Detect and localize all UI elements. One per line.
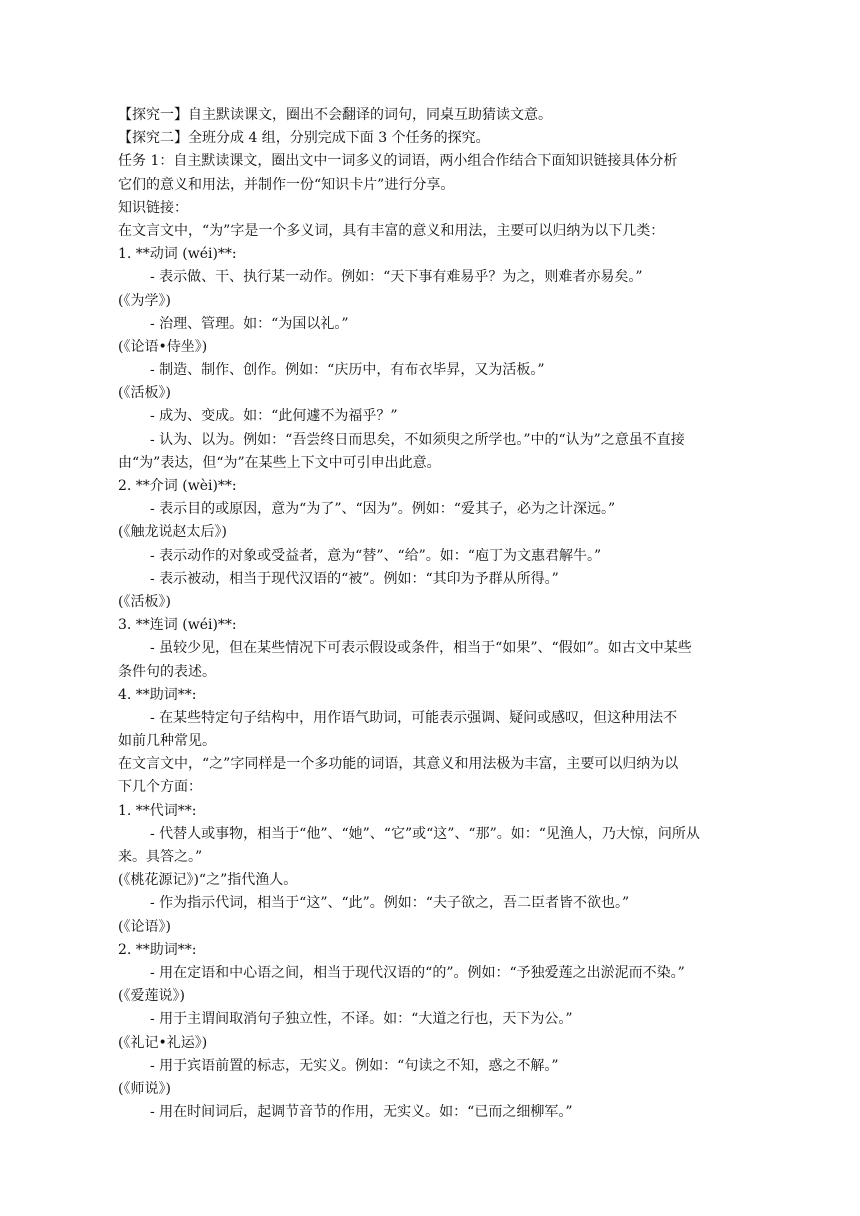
text-line: 下几个方面： [118, 779, 202, 796]
text-line: 它们的意义和用法，并制作一份“知识卡片”进行分享。 [118, 176, 455, 193]
text-line: (《爱莲说》) [118, 988, 185, 1005]
text-line: 1. **代词**: [118, 802, 197, 819]
text-line: 知识链接： [118, 199, 188, 216]
text-line: - 表示被动，相当于现代汉语的“被”。例如：“其印为予群从所得。” [150, 570, 559, 587]
text-line: - 认为、以为。例如：“吾尝终日而思矣，不如须臾之所学也。”中的“认为”之意虽不直接 [150, 431, 685, 448]
text-line: 2. **助词**: [118, 941, 197, 958]
text-line: - 用于主谓间取消句子独立性，不译。如：“大道之行也，天下为公。” [150, 1011, 573, 1028]
text-line: (《桃花源记》)“之”指代渔人。 [118, 872, 298, 889]
text-line: 1. **动词 (wéi)**: [118, 246, 237, 263]
text-line: - 用在时间词后，起调节音节的作用，无实义。如：“已而之细柳军。” [150, 1104, 573, 1121]
text-line: 【探究二】全班分成 4 组，分别完成下面 3 个任务的探究。 [118, 130, 490, 147]
text-line: 如前几种常见。 [118, 733, 216, 750]
text-line: - 成为、变成。如：“此何遽不为福乎？” [150, 408, 398, 425]
text-line: (《论语》) [118, 918, 171, 935]
text-line: 条件句的表述。 [118, 663, 216, 680]
text-line: - 在某些特定句子结构中，用作语气助词，可能表示强调、疑问或感叹，但这种用法不 [150, 709, 678, 726]
text-line: - 用在定语和中心语之间，相当于现代汉语的“的”。例如：“予独爱莲之出淤泥而不染。” [150, 964, 685, 981]
text-line: 在文言文中，“之”字同样是一个多功能的词语，其意义和用法极为丰富，主要可以归纳为以 [118, 756, 679, 773]
text-line: - 制造、制作、创作。例如：“庆历中，有布衣毕昇，又为活板。” [150, 362, 545, 379]
text-line: - 虽较少见，但在某些情况下可表示假设或条件，相当于“如果”、“假如”。如古文中某些 [150, 640, 692, 657]
text-line: (《活板》) [118, 385, 171, 402]
text-line: (《论语•侍坐》) [118, 338, 208, 355]
text-line: (《触龙说赵太后》) [118, 524, 227, 541]
document-body [118, 104, 738, 1124]
text-line: (《师说》) [118, 1080, 171, 1097]
text-line: (《礼记•礼运》) [118, 1034, 208, 1051]
text-line: 来。具答之。” [118, 849, 203, 865]
text-line: 3. **连词 (wéi)**: [118, 617, 237, 634]
text-line: 由“为”表达，但“为”在某些上下文中可引申出此意。 [118, 454, 441, 471]
text-line: - 代替人或事物，相当于“他”、“她”、“它”或“这”、“那”。如：“见渔人，乃大惊，问所从 [150, 825, 700, 842]
text-line: (《为学》) [118, 292, 171, 309]
text-line: - 治理、管理。如：“为国以礼。” [150, 315, 349, 332]
text-line: - 用于宾语前置的标志，无实义。例如：“句读之不知，惑之不解。” [150, 1057, 559, 1074]
text-line: 4. **助词**: [118, 686, 197, 703]
text-line: - 表示动作的对象或受益者，意为“替”、“给”。如：“庖丁为文惠君解牛。” [150, 547, 602, 564]
text-line: - 作为指示代词，相当于“这”、“此”。例如：“夫子欲之，吾二臣者皆不欲也。” [150, 895, 630, 912]
text-line: - 表示做、干、执行某一动作。例如：“天下事有难易乎？为之，则难者亦易矣。” [150, 269, 643, 286]
text-line: (《活板》) [118, 593, 171, 610]
text-line: 在文言文中，“为”字是一个多义词，具有丰富的意义和用法，主要可以归纳为以下几类： [118, 222, 665, 239]
text-line: 【探究一】自主默读课文，圈出不会翻译的词句，同桌互助猜读文意。 [118, 107, 552, 123]
text-line: - 表示目的或原因，意为“为了”、“因为”。例如：“爱其子，必为之计深远。” [150, 501, 616, 518]
text-line: 2. **介词 (wèi)**: [118, 478, 237, 494]
text-line: 任务 1：自主默读课文，圈出文中一词多义的词语，两小组合作结合下面知识链接具体分析 [118, 153, 678, 170]
